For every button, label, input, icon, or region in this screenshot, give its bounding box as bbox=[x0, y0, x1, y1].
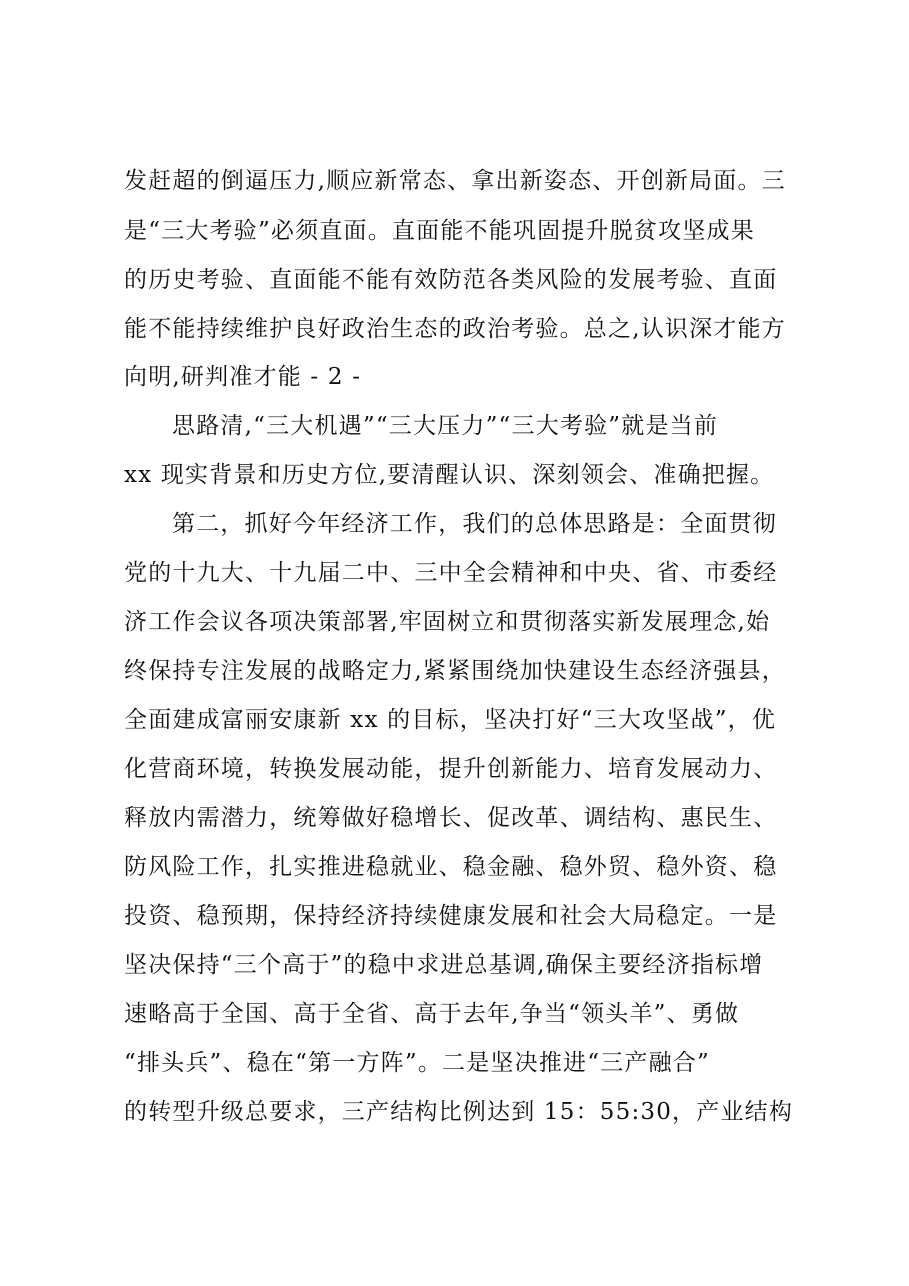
text-line: 防风险工作，扎实推进稳就业、稳金融、稳外贸、稳外资、稳 bbox=[124, 854, 778, 880]
text-line: 投资、稳预期，保持经济持续健康发展和社会大局稳定。一是 bbox=[124, 903, 778, 929]
text-line: 终保持专注发展的战略定力,紧紧围绕加快建设生态经济强县， bbox=[124, 658, 786, 684]
text-line: 济工作会议各项决策部署,牢固树立和贯彻落实新发展理念,始 bbox=[124, 609, 771, 635]
text-line: 化营商环境，转换发展动能，提升创新能力、培育发展动力、 bbox=[124, 756, 778, 782]
text-line: 速略高于全国、高于全省、高于去年,争当“领头羊”、勇做 bbox=[124, 1001, 740, 1027]
text-line: “排头兵”、稳在“第一方阵”。二是坚决推进“三产融合” bbox=[124, 1050, 710, 1076]
text-line: xx 现实背景和历史方位,要清醒认识、深刻领会、准确把握。 bbox=[124, 462, 775, 488]
paragraph-first-line: 第二，抓好今年经济工作，我们的总体思路是：全面贯彻 bbox=[172, 511, 777, 537]
text-line: 全面建成富丽安康新 xx 的目标，坚决打好“三大攻坚战”，优 bbox=[124, 707, 777, 733]
text-line: 是“三大考验”必须直面。直面能不能巩固提升脱贫攻坚成果 bbox=[124, 218, 755, 244]
text-line: 释放内需潜力，统筹做好稳增长、促改革、调结构、惠民生、 bbox=[124, 805, 778, 831]
text-line: 的历史考验、直面能不能有效防范各类风险的发展考验、直面 bbox=[124, 267, 778, 293]
text-line: 发赶超的倒逼压力,顺应新常态、拿出新姿态、开创新局面。三 bbox=[124, 168, 786, 194]
text-line: 的转型升级总要求，三产结构比例达到 15：55:30，产业结构 bbox=[124, 1099, 794, 1125]
text-line: 能不能持续维护良好政治生态的政治考验。总之,认识深才能方 bbox=[124, 316, 786, 342]
text-line: 党的十九大、十九届二中、三中全会精神和中央、省、市委经 bbox=[124, 560, 778, 586]
text-line: 向明,研判准才能 - 2 - bbox=[124, 364, 362, 390]
paragraph-first-line: 思路清,“三大机遇”“三大压力”“三大考验”就是当前 bbox=[172, 413, 719, 439]
text-line: 坚决保持“三个高于”的稳中求进总基调,确保主要经济指标增 bbox=[124, 952, 764, 978]
